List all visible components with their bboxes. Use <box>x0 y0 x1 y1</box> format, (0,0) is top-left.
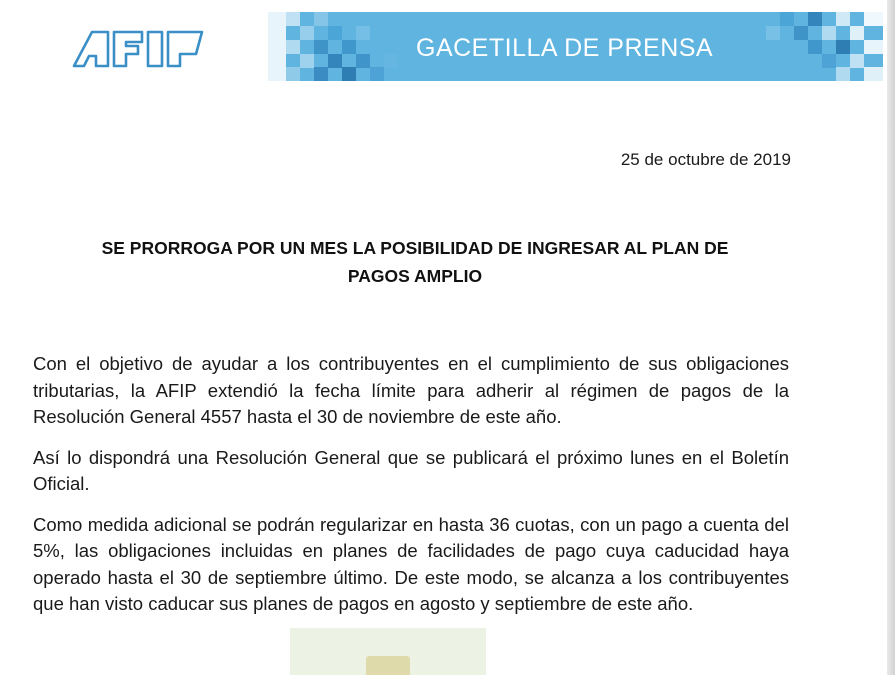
headline-line-1: SE PRORROGA POR UN MES LA POSIBILIDAD DE INGRESAR AL PLAN DE <box>101 238 729 258</box>
afip-logo <box>70 26 212 70</box>
banner-title: GACETILLA DE PRENSA <box>416 34 714 62</box>
page-edge-shadow <box>887 0 895 675</box>
press-banner <box>268 12 883 81</box>
release-date: 25 de octubre de 2019 <box>620 150 791 169</box>
paragraph-2: Así lo dispondrá una Resolución General que se publicará el próximo lunes en el Boletín Oficial. <box>33 446 789 494</box>
overlay-app-icon <box>366 656 410 675</box>
paragraph-3: Como medida adicional se podrán regularizar en hasta 36 cuotas, con un pago a cuenta del 5%, las obligaciones incluidas en planes de facilidades de pago cuya caducidad haya operado hasta el 30 de septiembre último. De este modo, se alcanza a los contribuyentes que han visto caducar sus planes de pagos en agosto y septiembre de este año. <box>33 513 789 614</box>
paragraph-1: Con el objetivo de ayudar a los contribuyentes en el cumplimiento de sus obligaciones tributarias, la AFIP extendió la fecha límite para adherir al régimen de pagos de la Resolución General 4557 hasta el 30 de noviembre de este año. <box>33 353 789 427</box>
headline <box>40 234 790 290</box>
headline-line-2: PAGOS AMPLIO <box>347 266 483 286</box>
article-body <box>33 351 789 632</box>
